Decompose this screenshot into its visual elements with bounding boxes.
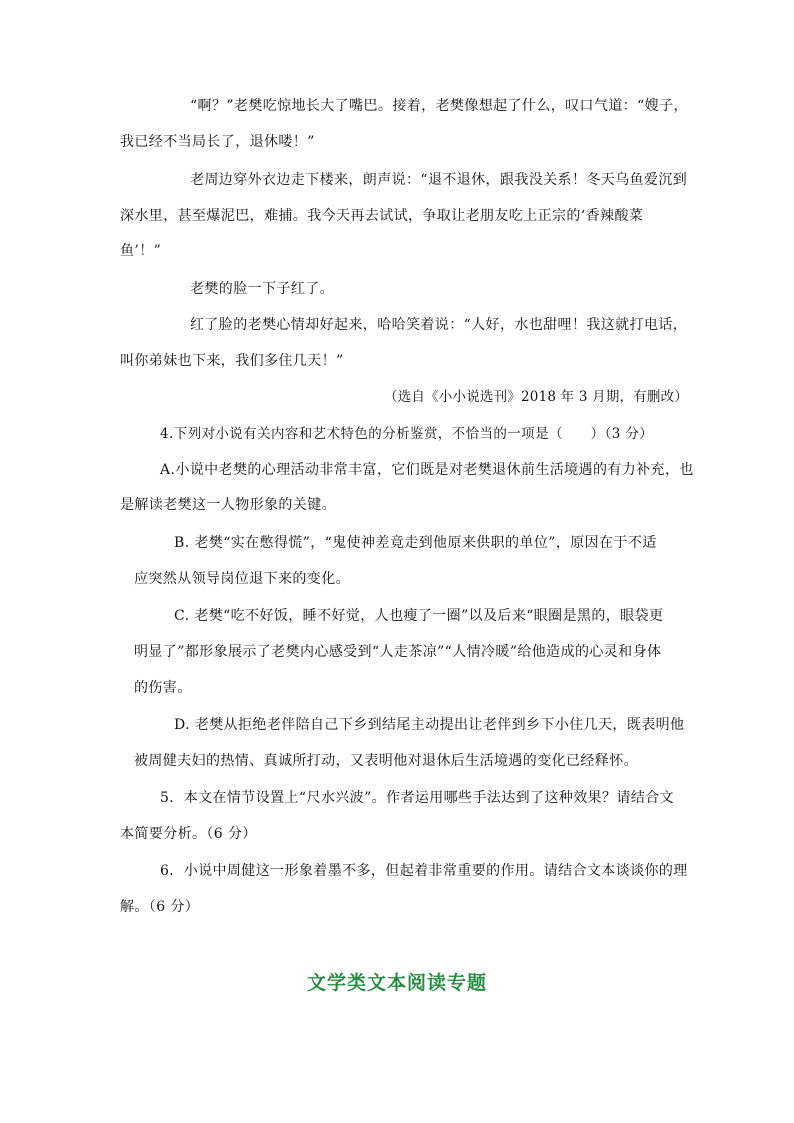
story-paragraph-4-line-2: 叫你弟妹也下来，我们多住几天！” <box>120 353 344 369</box>
story-paragraph-3: 老樊的脸一下子红了。 <box>190 281 334 297</box>
question-4-option-d-line-1: D. 老樊从拒绝老伴陪自己下乡到结尾主动提出让老伴到乡下小住几天，既表明他 <box>174 717 685 733</box>
question-4-option-c-line-2: 明显了”都形象展示了老樊内心感受到“人走茶凉”“人情冷暖”给他造成的心灵和身体 <box>134 644 662 660</box>
story-paragraph-2-line-2: 深水里，甚至爆泥巴，难捕。我今天再去试试，争取让老朋友吃上正宗的‘香辣酸菜 <box>120 208 644 224</box>
section-heading: 文学类文本阅读专题 <box>306 972 487 994</box>
story-paragraph-4-line-1: 红了脸的老樊心情却好起来，哈哈笑着说：“人好，水也甜哩！我这就打电话， <box>190 317 688 333</box>
story-paragraph-2-line-1: 老周边穿外衣边走下楼来，朗声说：“退不退休，跟我没关系！冬天乌鱼爱沉到 <box>190 172 688 188</box>
question-6-line-1: 6．小说中周健这一形象着墨不多，但起着非常重要的作用。请结合文本谈谈你的理 <box>160 863 688 879</box>
question-4-option-a-line-1: A.小说中老樊的心理活动非常丰富，它们既是对老樊退休前生活境遇的有力补充，也 <box>160 462 694 478</box>
question-6-line-2: 解。（6 分） <box>120 899 200 915</box>
story-paragraph-1-line-2: 我已经不当局长了，退休喽！” <box>120 134 315 150</box>
question-4-option-b-line-1: B. 老樊“实在憋得慌”，“鬼使神差竟走到他原来供职的单位”，原因在于不适 <box>174 535 657 551</box>
source-citation: （选自《小小说选刊》2018 年 3 月期，有删改） <box>384 389 689 405</box>
story-paragraph-1-line-1: “啊？”老樊吃惊地长大了嘴巴。接着，老樊像想起了什么，叹口气道：“嫂子， <box>190 98 688 114</box>
question-4-option-c-line-3: 的伤害。 <box>134 680 192 696</box>
question-5-line-1: 5．本文在情节设置上“尺水兴波”。作者运用哪些手法达到了这种效果？请结合文 <box>160 790 675 806</box>
question-5-line-2: 本简要分析。（6 分） <box>120 826 257 842</box>
story-paragraph-2-line-3: 鱼’！” <box>120 243 162 259</box>
question-4-option-d-line-2: 被周健夫妇的热情、真诚所打动，又表明他对退休后生活境遇的变化已经释怀。 <box>134 753 638 769</box>
question-4-option-b-line-2: 应突然从领导岗位退下来的变化。 <box>134 571 350 587</box>
question-4-option-a-line-2: 是解读老樊这一人物形象的关键。 <box>120 497 336 513</box>
question-4-stem: 4.下列对小说有关内容和艺术特色的分析鉴赏，不恰当的一项是（ ）（3 分） <box>160 426 654 442</box>
question-4-option-c-line-1: C. 老樊“吃不好饭，睡不好觉，人也瘦了一圈”以及后来“眼圈是黑的，眼袋更 <box>174 608 664 624</box>
